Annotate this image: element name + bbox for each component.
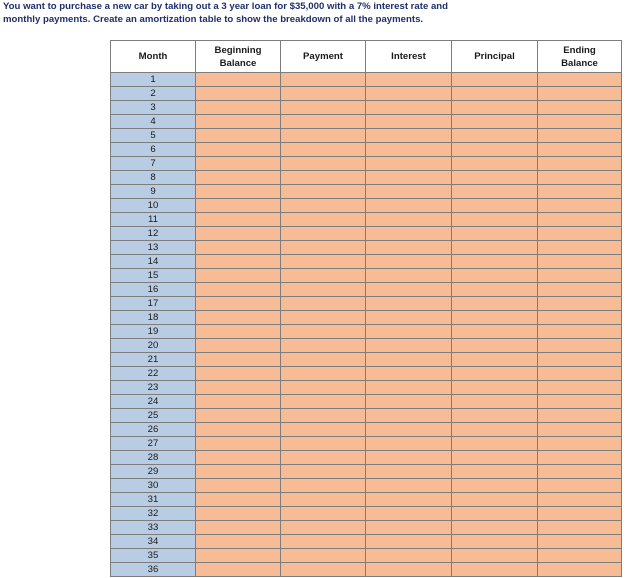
ending-balance-cell[interactable] [538, 311, 622, 325]
payment-cell[interactable] [281, 171, 366, 185]
month-cell: 36 [111, 563, 196, 577]
payment-cell[interactable] [281, 157, 366, 171]
month-cell: 3 [111, 101, 196, 115]
table-row [111, 115, 622, 129]
table-row [111, 535, 622, 549]
payment-cell[interactable] [281, 395, 366, 409]
ending-balance-cell[interactable] [538, 367, 622, 381]
month-cell: 25 [111, 409, 196, 423]
ending-balance-cell[interactable] [538, 213, 622, 227]
table-row [111, 297, 622, 311]
table-row [111, 311, 622, 325]
table-row [111, 157, 622, 171]
ending-balance-cell[interactable] [538, 521, 622, 535]
payment-cell[interactable] [281, 437, 366, 451]
interest-cell[interactable] [366, 367, 452, 381]
header-beginning-balance [196, 41, 281, 73]
problem-line-2: monthly payments. Create an amortization table to show the breakdown of all the payments. [3, 14, 424, 25]
beginning-balance-cell[interactable] [196, 87, 281, 101]
beginning-balance-cell[interactable] [196, 563, 281, 577]
principal-cell[interactable] [452, 129, 538, 143]
problem-line-1: You want to purchase a new car by taking out a 3 year loan for $35,000 with a 7% interest rate and [3, 1, 449, 12]
table-row [111, 409, 622, 423]
principal-cell[interactable] [452, 171, 538, 185]
beginning-balance-cell[interactable] [196, 409, 281, 423]
payment-cell[interactable] [281, 353, 366, 367]
ending-balance-cell[interactable] [538, 507, 622, 521]
beginning-balance-cell[interactable] [196, 535, 281, 549]
month-cell: 23 [111, 381, 196, 395]
beginning-balance-cell[interactable] [196, 507, 281, 521]
table-row [111, 381, 622, 395]
interest-cell[interactable] [366, 269, 452, 283]
header-payment: Payment [281, 41, 366, 73]
principal-cell[interactable] [452, 255, 538, 269]
beginning-balance-cell[interactable] [196, 143, 281, 157]
principal-cell[interactable] [452, 381, 538, 395]
beginning-balance-cell[interactable] [196, 269, 281, 283]
month-cell: 4 [111, 115, 196, 129]
interest-cell[interactable] [366, 297, 452, 311]
beginning-balance-cell[interactable] [196, 381, 281, 395]
header-principal: Principal [452, 41, 538, 73]
principal-cell[interactable] [452, 521, 538, 535]
payment-cell[interactable] [281, 409, 366, 423]
principal-cell[interactable] [452, 311, 538, 325]
principal-cell[interactable] [452, 185, 538, 199]
beginning-balance-cell[interactable] [196, 227, 281, 241]
ending-balance-cell[interactable] [538, 129, 622, 143]
table-row [111, 479, 622, 493]
beginning-balance-cell[interactable] [196, 241, 281, 255]
header-beginning-balance-line-2: Balance [219, 57, 257, 69]
interest-cell[interactable] [366, 213, 452, 227]
payment-cell[interactable] [281, 213, 366, 227]
header-row [111, 41, 622, 73]
payment-cell[interactable] [281, 381, 366, 395]
interest-cell[interactable] [366, 339, 452, 353]
table-row [111, 213, 622, 227]
ending-balance-cell[interactable] [538, 297, 622, 311]
principal-cell[interactable] [452, 339, 538, 353]
interest-cell[interactable] [366, 227, 452, 241]
month-cell: 33 [111, 521, 196, 535]
payment-cell[interactable] [281, 549, 366, 563]
principal-cell[interactable] [452, 227, 538, 241]
table-row [111, 129, 622, 143]
payment-cell[interactable] [281, 199, 366, 213]
beginning-balance-cell[interactable] [196, 549, 281, 563]
principal-cell[interactable] [452, 451, 538, 465]
interest-cell[interactable] [366, 381, 452, 395]
payment-cell[interactable] [281, 339, 366, 353]
ending-balance-cell[interactable] [538, 479, 622, 493]
principal-cell[interactable] [452, 73, 538, 87]
month-cell: 35 [111, 549, 196, 563]
header-ending-balance-line-2: Balance [561, 57, 598, 69]
ending-balance-cell[interactable] [538, 353, 622, 367]
header-ending-balance [538, 41, 622, 73]
beginning-balance-cell[interactable] [196, 479, 281, 493]
beginning-balance-cell[interactable] [196, 395, 281, 409]
interest-cell[interactable] [366, 171, 452, 185]
table-row [111, 227, 622, 241]
ending-balance-cell[interactable] [538, 87, 622, 101]
principal-cell[interactable] [452, 283, 538, 297]
ending-balance-cell[interactable] [538, 465, 622, 479]
principal-cell[interactable] [452, 367, 538, 381]
month-cell: 18 [111, 311, 196, 325]
interest-cell[interactable] [366, 437, 452, 451]
ending-balance-cell[interactable] [538, 493, 622, 507]
month-cell: 16 [111, 283, 196, 297]
payment-cell[interactable] [281, 269, 366, 283]
table-row [111, 465, 622, 479]
payment-cell[interactable] [281, 115, 366, 129]
table-row [111, 73, 622, 87]
ending-balance-cell[interactable] [538, 101, 622, 115]
month-cell: 10 [111, 199, 196, 213]
ending-balance-cell[interactable] [538, 199, 622, 213]
payment-cell[interactable] [281, 521, 366, 535]
ending-balance-cell[interactable] [538, 535, 622, 549]
ending-balance-cell[interactable] [538, 73, 622, 87]
beginning-balance-cell[interactable] [196, 157, 281, 171]
ending-balance-cell[interactable] [538, 437, 622, 451]
month-cell: 26 [111, 423, 196, 437]
interest-cell[interactable] [366, 535, 452, 549]
month-cell: 13 [111, 241, 196, 255]
principal-cell[interactable] [452, 507, 538, 521]
month-cell: 31 [111, 493, 196, 507]
month-cell: 1 [111, 73, 196, 87]
table-row [111, 269, 622, 283]
ending-balance-cell[interactable] [538, 171, 622, 185]
beginning-balance-cell[interactable] [196, 115, 281, 129]
header-month: Month [111, 41, 196, 73]
interest-cell[interactable] [366, 549, 452, 563]
ending-balance-cell[interactable] [538, 227, 622, 241]
month-cell: 21 [111, 353, 196, 367]
interest-cell[interactable] [366, 409, 452, 423]
interest-cell[interactable] [366, 199, 452, 213]
principal-cell[interactable] [452, 549, 538, 563]
table-row [111, 353, 622, 367]
table-row [111, 437, 622, 451]
month-cell: 28 [111, 451, 196, 465]
month-cell: 5 [111, 129, 196, 143]
ending-balance-cell[interactable] [538, 381, 622, 395]
ending-balance-cell[interactable] [538, 563, 622, 577]
ending-balance-cell[interactable] [538, 185, 622, 199]
table-row [111, 451, 622, 465]
interest-cell[interactable] [366, 143, 452, 157]
table-row [111, 171, 622, 185]
month-cell: 17 [111, 297, 196, 311]
interest-cell[interactable] [366, 87, 452, 101]
principal-cell[interactable] [452, 157, 538, 171]
beginning-balance-cell[interactable] [196, 101, 281, 115]
month-cell: 20 [111, 339, 196, 353]
interest-cell[interactable] [366, 185, 452, 199]
beginning-balance-cell[interactable] [196, 185, 281, 199]
principal-cell[interactable] [452, 465, 538, 479]
beginning-balance-cell[interactable] [196, 353, 281, 367]
table-row [111, 325, 622, 339]
problem-statement [3, 0, 563, 26]
principal-cell[interactable] [452, 143, 538, 157]
table-row [111, 339, 622, 353]
beginning-balance-cell[interactable] [196, 367, 281, 381]
ending-balance-cell[interactable] [538, 115, 622, 129]
table-row [111, 493, 622, 507]
principal-cell[interactable] [452, 325, 538, 339]
interest-cell[interactable] [366, 353, 452, 367]
ending-balance-cell[interactable] [538, 339, 622, 353]
interest-cell[interactable] [366, 325, 452, 339]
month-cell: 34 [111, 535, 196, 549]
principal-cell[interactable] [452, 297, 538, 311]
principal-cell[interactable] [452, 493, 538, 507]
beginning-balance-cell[interactable] [196, 297, 281, 311]
table-row [111, 507, 622, 521]
month-cell: 8 [111, 171, 196, 185]
ending-balance-cell[interactable] [538, 549, 622, 563]
table-row [111, 143, 622, 157]
payment-cell[interactable] [281, 73, 366, 87]
payment-cell[interactable] [281, 297, 366, 311]
month-cell: 6 [111, 143, 196, 157]
month-cell: 9 [111, 185, 196, 199]
month-cell: 27 [111, 437, 196, 451]
beginning-balance-cell[interactable] [196, 493, 281, 507]
principal-cell[interactable] [452, 479, 538, 493]
ending-balance-cell[interactable] [538, 409, 622, 423]
principal-cell[interactable] [452, 241, 538, 255]
payment-cell[interactable] [281, 507, 366, 521]
interest-cell[interactable] [366, 129, 452, 143]
table-row [111, 367, 622, 381]
beginning-balance-cell[interactable] [196, 255, 281, 269]
payment-cell[interactable] [281, 185, 366, 199]
interest-cell[interactable] [366, 563, 452, 577]
table-row [111, 283, 622, 297]
principal-cell[interactable] [452, 395, 538, 409]
ending-balance-cell[interactable] [538, 283, 622, 297]
payment-cell[interactable] [281, 479, 366, 493]
interest-cell[interactable] [366, 423, 452, 437]
principal-cell[interactable] [452, 353, 538, 367]
month-cell: 2 [111, 87, 196, 101]
beginning-balance-cell[interactable] [196, 171, 281, 185]
beginning-balance-cell[interactable] [196, 423, 281, 437]
table-row [111, 87, 622, 101]
table-row [111, 185, 622, 199]
month-cell: 14 [111, 255, 196, 269]
payment-cell[interactable] [281, 325, 366, 339]
amortization-table [110, 40, 622, 577]
interest-cell[interactable] [366, 255, 452, 269]
month-cell: 11 [111, 213, 196, 227]
payment-cell[interactable] [281, 311, 366, 325]
principal-cell[interactable] [452, 199, 538, 213]
ending-balance-cell[interactable] [538, 395, 622, 409]
header-beginning-balance-line-1: Beginning [214, 44, 262, 56]
principal-cell[interactable] [452, 87, 538, 101]
interest-cell[interactable] [366, 451, 452, 465]
ending-balance-cell[interactable] [538, 423, 622, 437]
payment-cell[interactable] [281, 255, 366, 269]
beginning-balance-cell[interactable] [196, 73, 281, 87]
interest-cell[interactable] [366, 507, 452, 521]
month-cell: 7 [111, 157, 196, 171]
table-body [111, 73, 622, 577]
payment-cell[interactable] [281, 241, 366, 255]
beginning-balance-cell[interactable] [196, 437, 281, 451]
interest-cell[interactable] [366, 101, 452, 115]
ending-balance-cell[interactable] [538, 269, 622, 283]
table-row [111, 241, 622, 255]
interest-cell[interactable] [366, 521, 452, 535]
beginning-balance-cell[interactable] [196, 129, 281, 143]
table-row [111, 549, 622, 563]
beginning-balance-cell[interactable] [196, 325, 281, 339]
header-ending-balance-line-1: Ending [563, 44, 596, 56]
month-cell: 19 [111, 325, 196, 339]
principal-cell[interactable] [452, 437, 538, 451]
month-cell: 12 [111, 227, 196, 241]
payment-cell[interactable] [281, 493, 366, 507]
month-cell: 30 [111, 479, 196, 493]
table-row [111, 199, 622, 213]
payment-cell[interactable] [281, 367, 366, 381]
beginning-balance-cell[interactable] [196, 451, 281, 465]
payment-cell[interactable] [281, 129, 366, 143]
beginning-balance-cell[interactable] [196, 339, 281, 353]
table-row [111, 423, 622, 437]
payment-cell[interactable] [281, 535, 366, 549]
ending-balance-cell[interactable] [538, 325, 622, 339]
interest-cell[interactable] [366, 241, 452, 255]
interest-cell[interactable] [366, 157, 452, 171]
payment-cell[interactable] [281, 465, 366, 479]
principal-cell[interactable] [452, 115, 538, 129]
beginning-balance-cell[interactable] [196, 521, 281, 535]
beginning-balance-cell[interactable] [196, 465, 281, 479]
header-interest: Interest [366, 41, 452, 73]
interest-cell[interactable] [366, 465, 452, 479]
payment-cell[interactable] [281, 227, 366, 241]
payment-cell[interactable] [281, 451, 366, 465]
payment-cell[interactable] [281, 143, 366, 157]
principal-cell[interactable] [452, 535, 538, 549]
ending-balance-cell[interactable] [538, 157, 622, 171]
month-cell: 29 [111, 465, 196, 479]
interest-cell[interactable] [366, 479, 452, 493]
month-cell: 32 [111, 507, 196, 521]
table-row [111, 521, 622, 535]
table-row [111, 563, 622, 577]
principal-cell[interactable] [452, 563, 538, 577]
interest-cell[interactable] [366, 283, 452, 297]
principal-cell[interactable] [452, 213, 538, 227]
month-cell: 24 [111, 395, 196, 409]
ending-balance-cell[interactable] [538, 143, 622, 157]
payment-cell[interactable] [281, 283, 366, 297]
principal-cell[interactable] [452, 101, 538, 115]
beginning-balance-cell[interactable] [196, 283, 281, 297]
interest-cell[interactable] [366, 73, 452, 87]
ending-balance-cell[interactable] [538, 451, 622, 465]
payment-cell[interactable] [281, 423, 366, 437]
ending-balance-cell[interactable] [538, 255, 622, 269]
principal-cell[interactable] [452, 409, 538, 423]
payment-cell[interactable] [281, 87, 366, 101]
interest-cell[interactable] [366, 311, 452, 325]
table-row [111, 395, 622, 409]
payment-cell[interactable] [281, 101, 366, 115]
month-cell: 22 [111, 367, 196, 381]
interest-cell[interactable] [366, 493, 452, 507]
ending-balance-cell[interactable] [538, 241, 622, 255]
month-cell: 15 [111, 269, 196, 283]
payment-cell[interactable] [281, 563, 366, 577]
table-row [111, 101, 622, 115]
interest-cell[interactable] [366, 115, 452, 129]
interest-cell[interactable] [366, 395, 452, 409]
beginning-balance-cell[interactable] [196, 199, 281, 213]
beginning-balance-cell[interactable] [196, 311, 281, 325]
table-row [111, 255, 622, 269]
principal-cell[interactable] [452, 423, 538, 437]
beginning-balance-cell[interactable] [196, 213, 281, 227]
principal-cell[interactable] [452, 269, 538, 283]
